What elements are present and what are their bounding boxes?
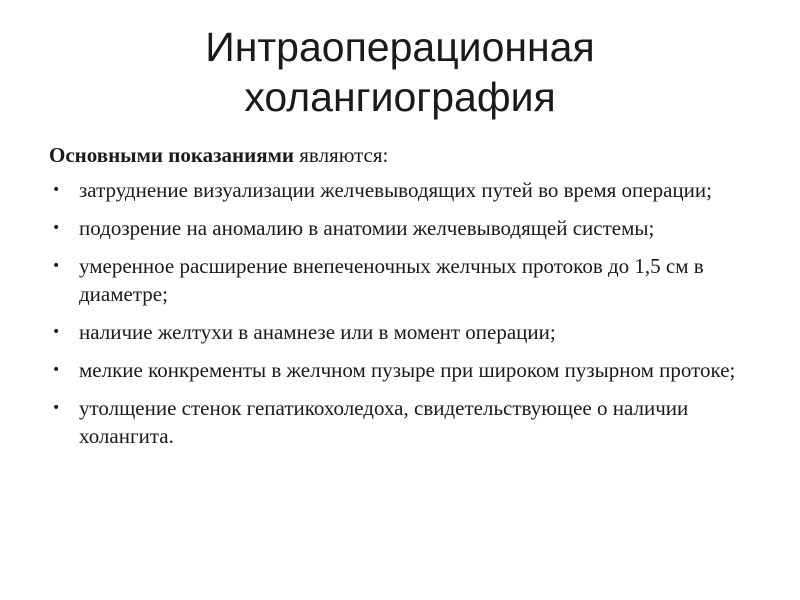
list-item: [52, 318, 752, 346]
list-item-text: подозрение на аномалию в анатомии желчевыводящей системы;: [79, 216, 655, 240]
list-item-text: мелкие конкременты в желчном пузыре при широком пузырном протоке;: [79, 358, 736, 382]
title-line-1: Интраоперационная: [205, 24, 595, 70]
title-line-2: холангиография: [244, 74, 556, 120]
list-item-text: утолщение стенок гепатикохоледоха, свидетельствующее о наличии холангита.: [79, 396, 689, 448]
intro-bold: Основными показаниями: [49, 143, 295, 167]
intro-rest: являются:: [294, 143, 389, 167]
bullet-icon: •: [52, 362, 61, 378]
list-item: [52, 394, 752, 450]
slide-title: [0, 22, 800, 122]
bullet-icon: •: [52, 400, 61, 416]
bullet-icon: •: [52, 182, 61, 198]
list-item: [52, 356, 752, 384]
indications-list: [52, 176, 752, 460]
list-item-text: затруднение визуализации желчевыводящих путей во время операции;: [79, 178, 712, 202]
intro-text: [49, 142, 388, 168]
list-item: [52, 214, 752, 242]
list-item-text: наличие желтухи в анамнезе или в момент операции;: [79, 320, 556, 344]
bullet-icon: •: [52, 324, 61, 340]
list-item-text: умеренное расширение внепеченочных желчных протоков до 1,5 см в диаметре;: [79, 254, 704, 306]
bullet-icon: •: [52, 220, 61, 236]
list-item: [52, 252, 752, 308]
bullet-icon: •: [52, 258, 61, 274]
list-item: [52, 176, 752, 204]
